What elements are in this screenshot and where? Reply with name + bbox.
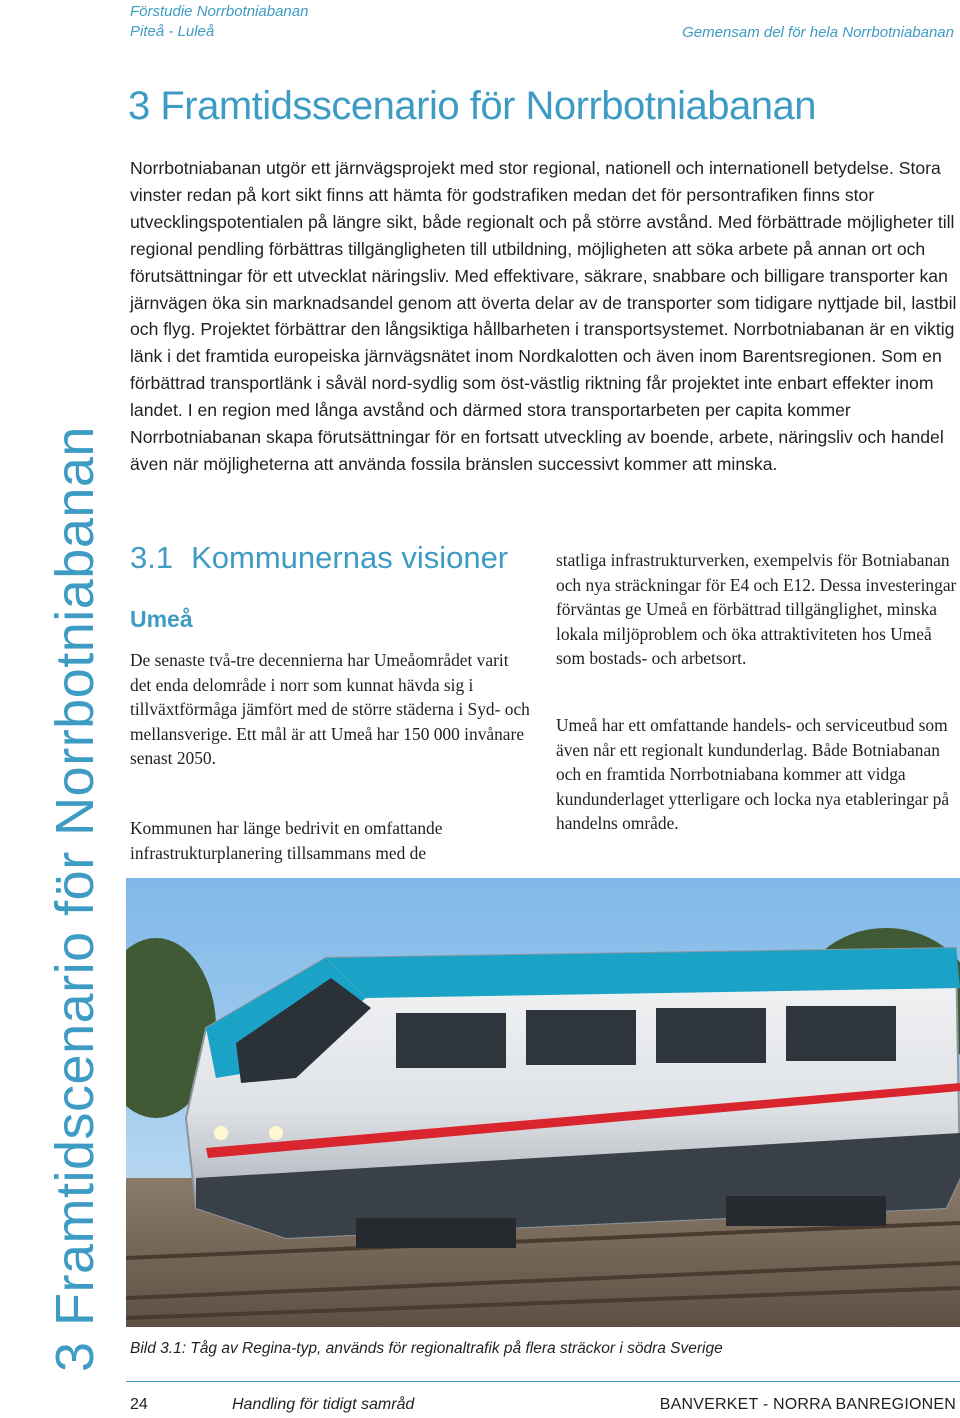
section-number: 3.1 bbox=[130, 540, 174, 575]
umea-paragraph-1: De senaste två-tre decennierna har Umeåområdet varit det enda delområde i norr som kunnat hävda sig i tillväxtförmåga jämfört med de större städerna i Syd- och mellansverige. Ett mål är att Umeå har 150 000 invånare senast 2050. bbox=[130, 650, 530, 769]
vertical-side-title: 3 Framtidscenario för Norrbotniabanan bbox=[45, 426, 105, 1372]
train-photo bbox=[126, 878, 960, 1327]
photo-caption: Bild 3.1: Tåg av Regina-typ, används för regionaltrafik på flera sträckor i södra Sverige bbox=[130, 1340, 723, 1357]
page-number: 24 bbox=[130, 1396, 148, 1413]
umea-paragraph-3: statliga infrastrukturverken, exempelvis för Botniabanan och nya sträckningar för E4 och E12. Dessa investeringar förväntas ge Umeå en förbättrad tillgänglighet, minska lokala miljöproblem och öka attraktiviteten hos Umeå som bostads- och arbetsort. bbox=[556, 550, 957, 669]
footer-organization: BANVERKET - NORRA BANREGIONEN bbox=[659, 1396, 956, 1413]
footer-rule bbox=[126, 1381, 960, 1382]
chapter-title: 3 Framtidsscenario för Norrbotniabanan bbox=[128, 84, 817, 128]
header-route: Piteå - Luleå bbox=[130, 23, 215, 40]
header-report-title: Förstudie Norrbotniabanan bbox=[130, 3, 309, 20]
footer-document-title: Handling för tidigt samråd bbox=[232, 1396, 415, 1413]
subsection-heading: Umeå bbox=[130, 606, 193, 632]
intro-paragraph: Norrbotniabanan utgör ett järnvägsprojekt med stor regional, nationell och internationell betydelse. Stora vinster redan på kort sikt finns att hämta för godstrafiken medan det för persontrafiken finns stor utvecklingspotentialen på längre sikt, både regionalt och på större avstånd. Med förbättrade möjligheter till regional pendling förbättras tillgängligheten till utbildning, möjligheten att söka arbete på annan ort och förutsättningar för ett utvecklat näringsliv. Med effektivare, säkrare, snabbare och billigare transporter kan järnvägen öka sin marknadsandel genom att överta delar av de transporter som tidigare nyttjade bil, lastbil och flyg. Projektet förbättrar den långsiktiga hållbarheten i transportsystemet. Norrbotniabanan är en viktig länk i det framtida europeiska järnvägsnätet inom Nordkalotten och även inom Barentsregionen. Som en förbättrad transportlänk i såväl nord-sydlig som öst-västlig riktning får projektet inte enbart effekter inom landet. I en region med långa avstånd och därmed stora transportarbeten per capita kommer Norrbotniabanan skapa förutsättningar för en fortsatt utveckling av boende, arbete, näringsliv och handel även när möjligheterna att använda fossila bränslen successivt kommer att minska. bbox=[130, 158, 957, 474]
header-right-label: Gemensam del för hela Norrbotniabanan bbox=[682, 24, 954, 41]
umea-paragraph-4: Umeå har ett omfattande handels- och serviceutbud som även når ett regionalt kundunderlag. Både Botniabanan och en framtida Norrbotniabana kommer att vidga kundunderlaget ytterligare och locka nya etableringar på handelns område. bbox=[556, 715, 950, 834]
umea-paragraph-2: Kommunen har länge bedrivit en omfattande infrastrukturplanering tillsammans med de bbox=[130, 818, 443, 863]
running-header-left bbox=[130, 2, 308, 42]
section-title: Kommunernas visioner bbox=[191, 540, 509, 575]
section-heading bbox=[130, 540, 508, 576]
